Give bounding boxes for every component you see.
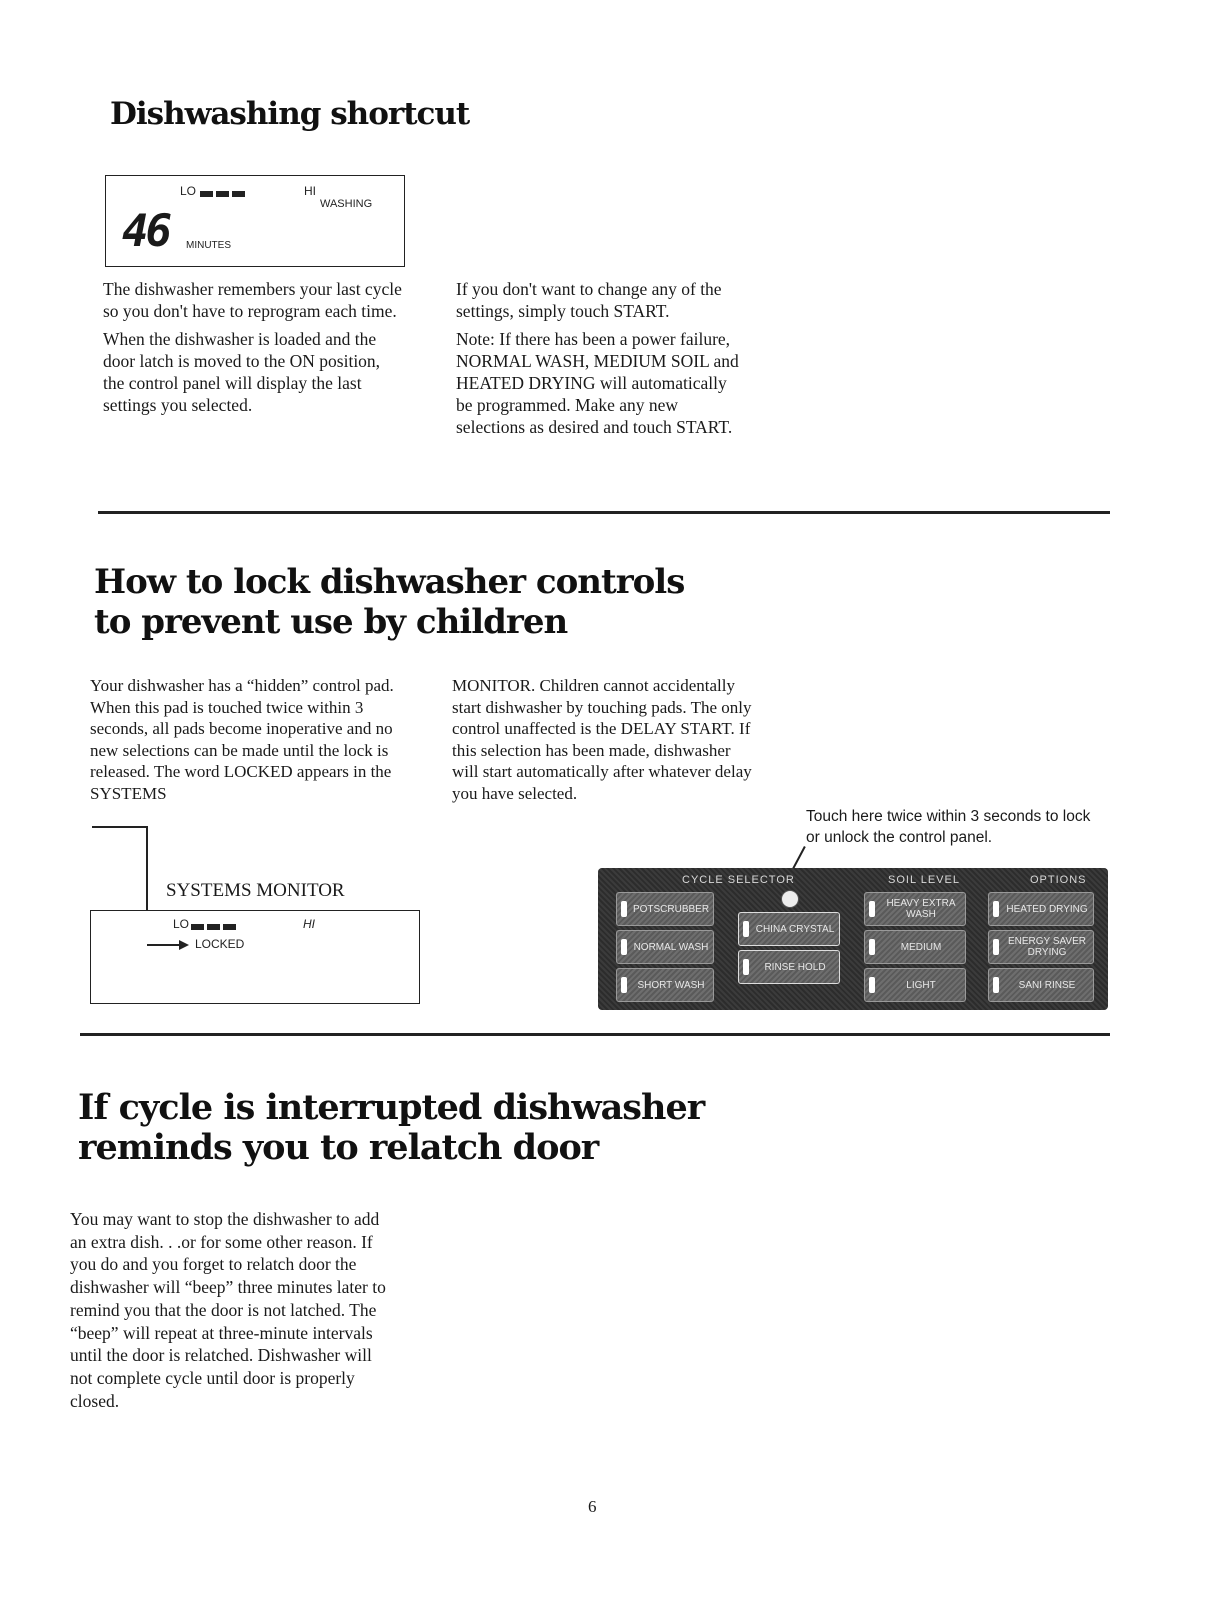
shortcut-col-2 [456,278,746,444]
energy-saver-label: ENERGY SAVER DRYING [1008,936,1086,958]
shortcut-para-3: If you don't want to change any of the settings, simply touch START. [456,279,722,321]
display-lo-label: LO [180,184,197,198]
display-minutes-label: MINUTES [186,240,231,251]
level-bars [200,185,248,203]
section-divider-2 [80,1033,1110,1036]
lock-title [94,562,684,642]
section-divider [98,511,1110,514]
rinse-hold-pad[interactable] [738,950,840,984]
heavy-soil-pad[interactable] [864,892,966,926]
normal-wash-pad[interactable] [616,930,714,964]
china-crystal-label: CHINA CRYSTAL [755,923,835,935]
systems-monitor-label: SYSTEMS MONITOR [166,880,345,901]
monitor-lo-label: LO [173,917,190,931]
relatch-body: You may want to stop the dishwasher to add an extra dish. . .or for some other reason. If you do and you forget to relatch door the dishwasher will “beep” three minutes later to remind you that the door is not latched. The “beep” will repeat at three-minute intervals until the door is relatched. Dishwasher will not complete cycle until door is properly closed. [70,1209,386,1411]
shortcut-para-4: Note: If there has been a power failure, NORMAL WASH, MEDIUM SOIL and HEATED DRYING will automatically be programmed. Make any new selections as desired and touch START. [456,329,739,437]
monitor-hi-label: HI [303,917,315,931]
energy-saver-pad[interactable] [988,930,1094,964]
sani-rinse-label: SANI RINSE [1018,979,1076,991]
monitor-locked-label: LOCKED [195,937,245,951]
monitor-level-bars [191,918,239,936]
medium-soil-pad[interactable] [864,930,966,964]
relatch-title-line-1: If cycle is interrupted dishwasher [78,1087,705,1128]
shortcut-col-1 [103,278,403,422]
shortcut-para-1: The dishwasher remembers your last cycle so you don't have to reprogram each time. [103,279,402,321]
lock-title-line-1: How to lock dishwasher controls [94,562,685,602]
washing-display [105,175,405,267]
light-soil-label: LIGHT [906,979,936,991]
lock-title-line-2: to prevent use by children [94,602,568,642]
cycle-selector-header: CYCLE SELECTOR [682,874,795,886]
hidden-pad-callout: Touch here twice within 3 seconds to lock or unlock the control panel. [806,808,1091,846]
heavy-soil-label: HEAVY EXTRA WASH [886,898,956,920]
control-panel [598,868,1108,1010]
heated-drying-pad[interactable] [988,892,1094,926]
heated-drying-label: HEATED DRYING [1006,903,1088,915]
display-minutes-value: 46 [122,206,169,257]
rinse-hold-label: RINSE HOLD [764,961,826,973]
options-header: OPTIONS [1030,874,1087,886]
display-hi-label: HI [304,184,316,198]
short-wash-label: SHORT WASH [637,979,705,991]
shortcut-title: Dishwashing shortcut [110,96,470,132]
relatch-title [78,1088,704,1168]
page-number: 6 [588,1497,597,1516]
shortcut-para-2: When the dishwasher is loaded and the door latch is moved to the ON position, the control panel will display the last settings you selected. [103,329,381,415]
soil-level-header: SOIL LEVEL [888,874,960,886]
sani-rinse-pad[interactable] [988,968,1094,1002]
callout-underline [92,826,147,828]
lock-col-1: Your dishwasher has a “hidden” control pad. When this pad is touched twice within 3 seconds, all pads become inoperative and no new selections can be made until the lock is released. The word LOCKED appears in the SYSTEMS [90,676,394,803]
light-soil-pad[interactable] [864,968,966,1002]
display-status: WASHING [320,198,373,210]
short-wash-pad[interactable] [616,968,714,1002]
arrow-shaft [147,944,181,946]
systems-monitor-display [90,910,420,1004]
medium-soil-label: MEDIUM [900,941,942,953]
arrow-head-icon [179,940,189,950]
potscrubber-label: POTSCRUBBER [632,903,710,915]
relatch-title-line-2: reminds you to relatch door [78,1127,599,1168]
hidden-lock-pad[interactable] [781,890,799,908]
lock-col-2: MONITOR. Children cannot accidentally start dishwasher by touching pads. The only control unaffected is the DELAY START. If this selection has been made, dishwasher will start automatically after whatever delay you have selected. [452,676,752,803]
normal-wash-label: NORMAL WASH [633,941,709,953]
china-crystal-pad[interactable] [738,912,840,946]
potscrubber-pad[interactable] [616,892,714,926]
